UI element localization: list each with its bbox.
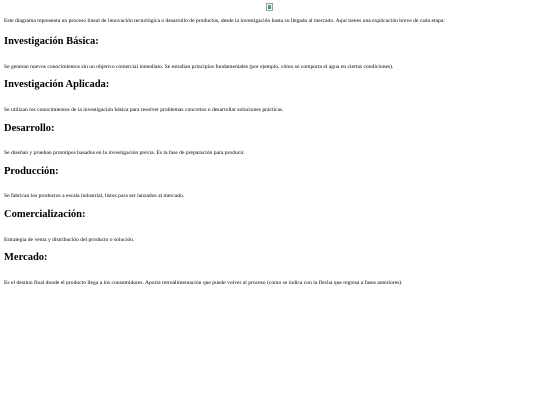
intro-paragraph: Este diagrama representa un proceso lineal de innovación tecnológica o desarrollo de productos, desde la investigación hasta su llegada al mercado. Aquí tienes una explicación breve de cada etapa: [4, 18, 445, 24]
heading-investigacion-basica: Investigación Básica: [4, 36, 99, 47]
heading-comercializacion: Comercialización: [4, 209, 86, 220]
text-produccion: Se fabrican los productos a escala industrial, listos para ser lanzados al mercado. [4, 193, 185, 199]
text-mercado: Es el destino final donde el producto llega a los consumidores. Aporta retroalimentación que puede volver al proceso (como se indica con la flecha que regresa a fases anteriores). [4, 280, 403, 286]
text-comercializacion: Estrategia de venta y distribución del producto o solución. [4, 237, 135, 243]
text-desarrollo: Se diseñan y prueban prototipos basados en la investigación previa. Es la fase de preparación para producir. [4, 150, 245, 156]
text-investigacion-basica: Se generan nuevos conocimientos sin un objetivo comercial inmediato. Se estudian principios fundamentales (por ejemplo, cómo se comporta el agua en ciertas condiciones). [4, 64, 394, 70]
heading-produccion: Producción: [4, 166, 59, 177]
broken-image-icon [266, 3, 273, 11]
heading-desarrollo: Desarrollo: [4, 123, 55, 134]
text-investigacion-aplicada: Se utilizan los conocimientos de la investigación básica para resolver problemas concretos o desarrollar soluciones prácticas. [4, 107, 284, 113]
heading-investigacion-aplicada: Investigación Aplicada: [4, 79, 110, 90]
heading-mercado: Mercado: [4, 252, 48, 263]
